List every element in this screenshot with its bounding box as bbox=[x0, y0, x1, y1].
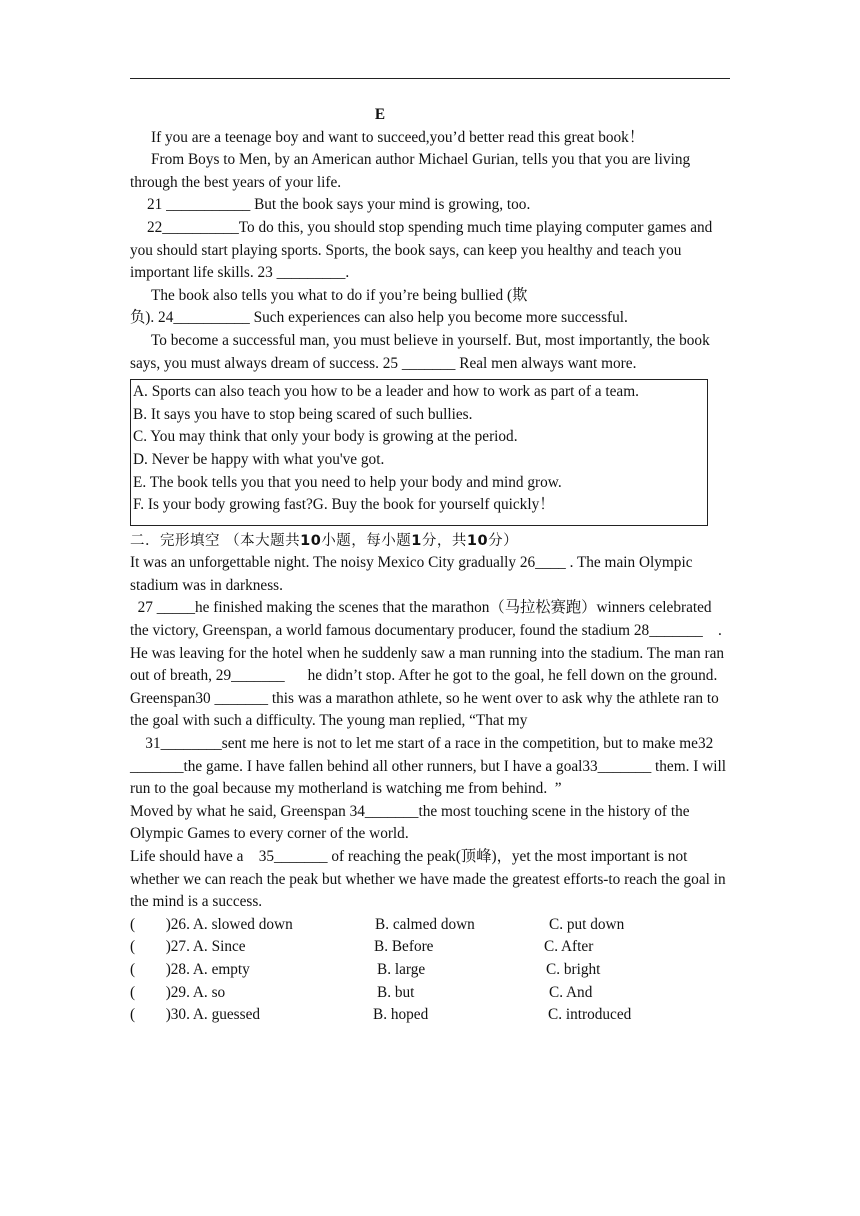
header-rule bbox=[130, 78, 730, 79]
option-d: D. Never be happy with what you've got. bbox=[133, 450, 385, 468]
section-two-heading: 二．完形填空 （本大题共10小题，每小题1分，共10分） bbox=[130, 532, 519, 549]
question-26-option-a: ( )26. A. slowed down bbox=[130, 915, 293, 933]
question-30 bbox=[130, 1004, 730, 1027]
question-28-option-b: B. large bbox=[377, 960, 426, 978]
cloze-paragraph-4: 31________sent me here is not to let me start of a race in the competition, but to make me32 _______the game. I have fallen behind all other runners, but I have a goal33_______ them. I will run to the goal because my motherland is watching me from behind. ” bbox=[130, 735, 730, 798]
passage-e-paragraph-5b: 负). 24__________ Such experiences can also help you become more successful. bbox=[130, 309, 628, 327]
question-30-option-b: B. hoped bbox=[373, 1006, 429, 1024]
question-29-option-c: C. And bbox=[549, 983, 593, 1001]
question-29-option-a: ( )29. A. so bbox=[130, 983, 226, 1001]
option-f-g: F. Is your body growing fast?G. Buy the book for yourself quickly！ bbox=[133, 496, 555, 514]
question-30-option-c: C. introduced bbox=[548, 1006, 632, 1024]
question-27-option-b: B. Before bbox=[374, 938, 434, 956]
question-29-option-b: B. but bbox=[377, 983, 415, 1001]
question-26-option-b: B. calmed down bbox=[375, 915, 475, 933]
cloze-paragraph-1: It was an unforgettable night. The noisy Mexico City gradually 26____ . The main Olympic stadium was in darkness. bbox=[130, 554, 693, 594]
document-page bbox=[130, 104, 730, 1027]
option-b: B. It says you have to stop being scared of such bullies. bbox=[133, 405, 473, 423]
question-29 bbox=[130, 982, 730, 1005]
passage-e-paragraph-6: To become a successful man, you must believe in yourself. But, most importantly, the book says, you must always dream of success. 25 _______ Real men always want more. bbox=[130, 331, 710, 372]
passage-e-paragraph-1: If you are a teenage boy and want to succeed,you’d better read this great book！ bbox=[151, 128, 645, 146]
passage-e-paragraph-5a: The book also tells you what to do if you’re being bullied (欺 bbox=[151, 286, 528, 304]
question-28 bbox=[130, 959, 730, 982]
question-28-option-a: ( )28. A. empty bbox=[130, 960, 250, 978]
option-c: C. You may think that only your body is growing at the period. bbox=[133, 428, 518, 446]
option-a: A. Sports can also teach you how to be a leader and how to work as part of a team. bbox=[133, 383, 639, 401]
question-30-option-a: ( )30. A. guessed bbox=[130, 1006, 261, 1024]
cloze-paragraph-5: Moved by what he said, Greenspan 34_______the most touching scene in the history of the Olympic Games to every corner of the world. bbox=[130, 802, 690, 843]
question-27-option-c: C. After bbox=[544, 938, 594, 956]
cloze-paragraph-6: Life should have a 35_______ of reaching the peak(顶峰)，yet the most important is not whether we can reach the peak but whether we have made the greatest efforts-to reach the goal in the mind is a success. bbox=[130, 848, 730, 911]
passage-e-paragraph-2: From Boys to Men, by an American author Michael Gurian, tells you that you are living through the best years of your life. bbox=[130, 151, 691, 191]
cloze-paragraph-2: 27 _____he finished making the scenes that the marathon（马拉松赛跑）winners celebrated the victory, Greenspan, a world famous documentary producer, found the stadium 28_______ . He was leaving for the hotel when he suddenly saw a man running into the stadium. The man ran out of breath, 29_______ he didn’t stop. After he got to the goal, he fell down on the ground. bbox=[130, 599, 728, 685]
passage-e-paragraph-4: 22__________To do this, you should stop spending much time playing computer games and you should start playing sports. Sports, the book says, can keep you healthy and teach you important life skills. 23 _________. bbox=[130, 218, 713, 282]
options-box bbox=[130, 379, 708, 526]
question-26-option-c: C. put down bbox=[549, 915, 625, 933]
passage-e-paragraph-3: 21 ___________ But the book says your mind is growing, too. bbox=[147, 196, 531, 214]
question-27 bbox=[130, 936, 730, 959]
option-e: E. The book tells you that you need to help your body and mind grow. bbox=[133, 473, 562, 491]
question-28-option-c: C. bright bbox=[546, 960, 601, 978]
question-26 bbox=[130, 914, 730, 937]
cloze-paragraph-3: Greenspan30 _______ this was a marathon athlete, so he went over to ask why the athlete ran to the goal with such a difficulty. The young man replied, “That my bbox=[130, 689, 719, 730]
question-27-option-a: ( )27. A. Since bbox=[130, 938, 246, 956]
passage-e-title: E bbox=[374, 106, 386, 123]
